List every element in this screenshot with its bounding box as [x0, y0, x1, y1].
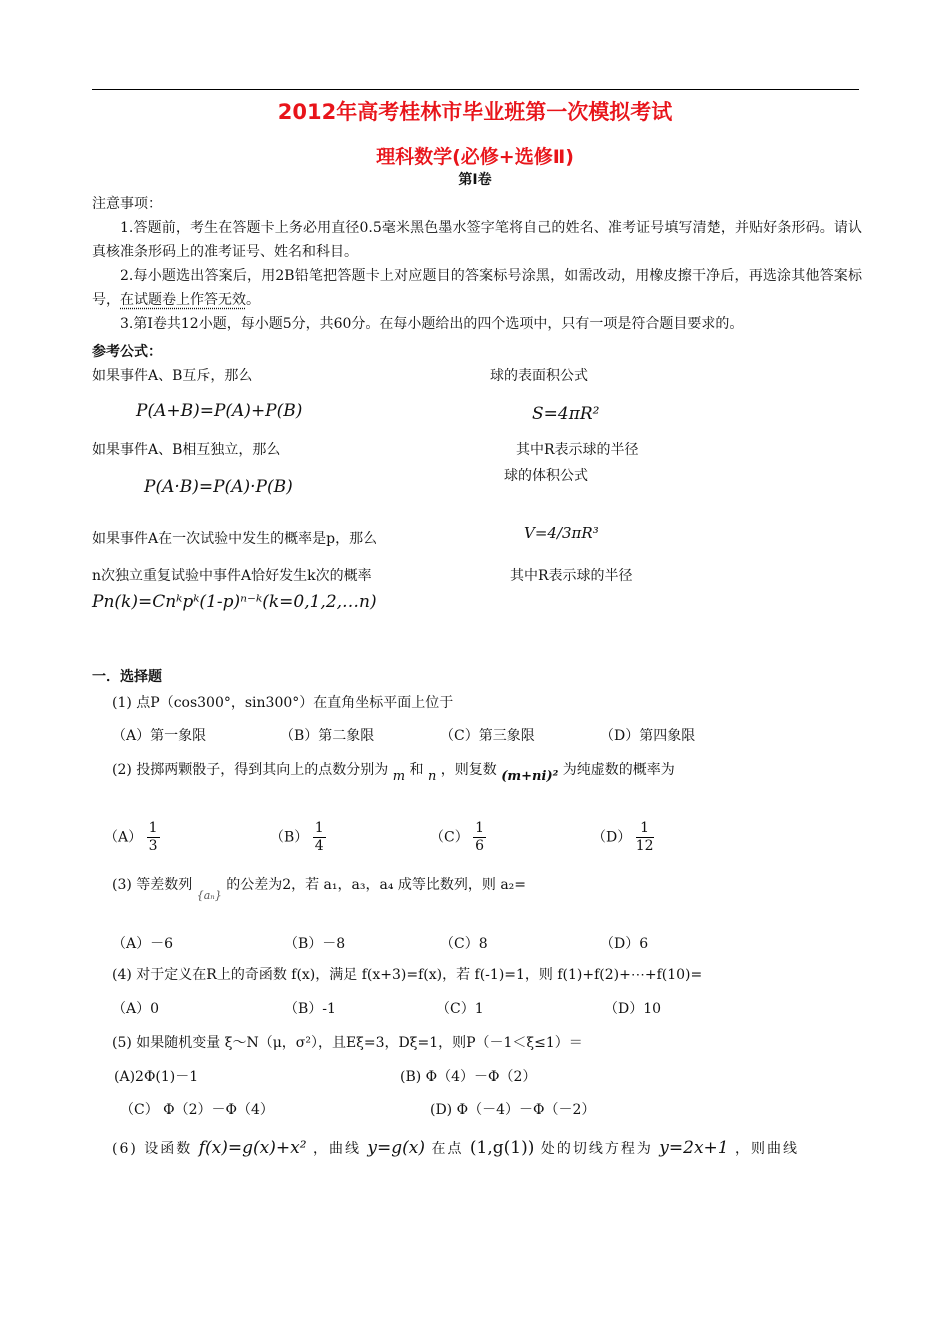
- instructions-heading: 注意事项：: [92, 196, 162, 212]
- question-1-stem: (1) 点P（cos300°，sin300°）在直角坐标平面上位于: [112, 695, 454, 711]
- bernoulli-label: n次独立重复试验中事件A恰好发生k次的概率: [92, 568, 372, 584]
- question-6-stem: (6) 设函数 f(x)=g(x)+x² ，曲线 y=g(x) 在点 (1,g(1)) 处的切线方程为 y=2x+1 ，则曲线: [112, 1138, 800, 1158]
- question-5-option-d: (D) Φ（－4）－Φ（－2）: [430, 1102, 596, 1118]
- mutex-label: 如果事件A、B互斥，那么: [92, 368, 253, 384]
- question-2-stem: (2) 投掷两颗骰子，得到其向上的点数分别为 m 和 n ，则复数 (m+ni)² 为纯虚数的概率为: [112, 762, 675, 784]
- instruction-item-1: 1.答题前，考生在答题卡上务必用直径0.5毫米黑色墨水签字笔将自己的姓名、准考证号填写清楚，并贴好条形码。请认真核准条形码上的准考证号、姓名和科目。: [92, 220, 862, 260]
- question-5-option-a: (A)2Φ(1)－1: [114, 1069, 199, 1085]
- top-rule: [92, 89, 859, 90]
- question-2-option-a: （A） $\frac{1}{3}$: [104, 820, 158, 854]
- exam-title: 2012年高考桂林市毕业班第一次模拟考试: [277, 100, 673, 124]
- sphere-volume-label: 球的体积公式: [504, 468, 588, 484]
- question-4-option-a: （A）0: [112, 1001, 160, 1017]
- question-1-option-d: （D）第四象限: [600, 728, 696, 744]
- section-title: 一．选择题: [92, 669, 162, 685]
- sphere-volume-formula: V=4/3πR³: [524, 524, 599, 542]
- independent-formula: P(A·B)=P(A)·P(B): [144, 477, 293, 497]
- radius-note-2: 其中R表示球的半径: [510, 568, 633, 584]
- question-5-option-c: （C） Φ（2）－Φ（4）: [120, 1102, 274, 1118]
- question-4-stem: (4) 对于定义在R上的奇函数 f(x)，满足 f(x+3)=f(x)，若 f(-1)=1，则 f(1)+f(2)+⋯+f(10)=: [112, 967, 703, 983]
- question-5-stem: (5) 如果随机变量 ξ～N（μ，σ²），且Eξ=3，Dξ=1，则P（－1＜ξ≤1）＝: [112, 1035, 583, 1051]
- instruction-item-3: 3.第Ⅰ卷共12小题，每小题5分，共60分。在每小题给出的四个选项中，只有一项是符合题目要求的。: [120, 316, 744, 332]
- question-3-option-d: （D）6: [600, 936, 649, 952]
- exam-subtitle: 理科数学(必修+选修Ⅱ): [376, 146, 574, 168]
- single-probability-label: 如果事件A在一次试验中发生的概率是p，那么: [92, 531, 378, 547]
- question-1-option-a: （A）第一象限: [112, 728, 207, 744]
- question-2-option-b: （B） $\frac{1}{4}$: [270, 820, 324, 854]
- question-3-option-b: （B）－8: [284, 936, 346, 952]
- question-2-option-d: （D） $\frac{1}{12}$: [592, 820, 654, 854]
- instructions: [92, 192, 862, 336]
- emphasis-text: 在试题卷上作答无效: [120, 292, 246, 308]
- question-3-stem: (3) 等差数列 $_{\{a_n\}}$ 的公差为2，若 a₁，a₃，a₄ 成等比数列，则 a₂=: [112, 877, 527, 902]
- question-2-option-c: （C） $\frac{1}{6}$: [430, 820, 485, 854]
- mutex-formula: P(A+B)=P(A)+P(B): [136, 401, 303, 421]
- sphere-area-formula: S=4πR²: [532, 404, 600, 424]
- sphere-area-label: 球的表面积公式: [490, 368, 588, 384]
- question-4-option-b: （B）-1: [284, 1001, 336, 1017]
- instruction-item-2: 2.每小题选出答案后，用2B铅笔把答题卡上对应题目的答案标号涂黑，如需改动，用橡皮擦干净后，再选涂其他答案标号，在试题卷上作答无效。: [92, 268, 862, 308]
- question-3-option-a: （A）－6: [112, 936, 174, 952]
- volume-label: 第Ⅰ卷: [458, 172, 492, 188]
- bernoulli-formula: Pn(k)=Cnᵏpᵏ(1-p)ⁿ⁻ᵏ(k=0,1,2,…n): [92, 592, 377, 612]
- question-3-option-c: （C）8: [440, 936, 488, 952]
- question-1-option-c: （C）第三象限: [440, 728, 535, 744]
- radius-note-1: 其中R表示球的半径: [516, 442, 639, 458]
- independent-label: 如果事件A、B相互独立，那么: [92, 442, 281, 458]
- question-5-option-b: (B) Φ（4）－Φ（2）: [400, 1069, 537, 1085]
- question-4-option-c: （C）1: [436, 1001, 484, 1017]
- question-4-option-d: （D）10: [604, 1001, 662, 1017]
- question-1-option-b: （B）第二象限: [280, 728, 375, 744]
- formulas-heading: 参考公式：: [92, 344, 162, 360]
